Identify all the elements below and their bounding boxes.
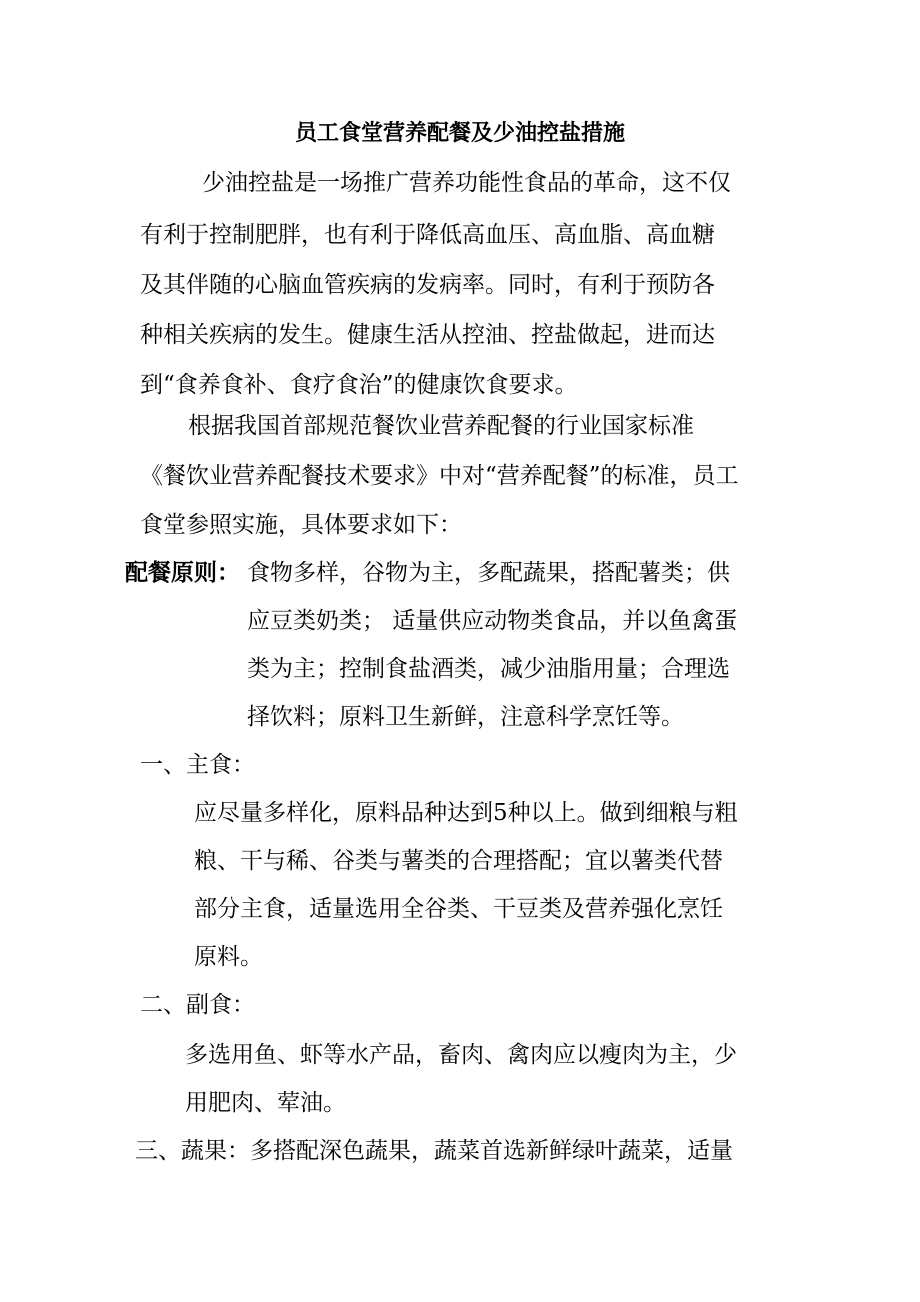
basis-line-2: 《餐饮业营养配餐技术要求》中对“营养配餐”的标准，员工 — [140, 463, 739, 489]
basis-line-3: 食堂参照实施，具体要求如下： — [140, 512, 462, 538]
principle-line-2: 应豆类奶类； 适量供应动物类食品，并以鱼禽蛋 — [247, 608, 738, 634]
section1-line-1: 应尽量多样化，原料品种达到5种以上。做到细粮与粗 — [194, 800, 738, 826]
principle-line-3: 类为主；控制食盐酒类，减少油脂用量；合理选 — [247, 656, 730, 682]
section3-line-1: 三、蔬果：多搭配深色蔬果，蔬菜首选新鲜绿叶蔬菜，适量 — [135, 1138, 733, 1164]
intro-line-4: 种相关疾病的发生。健康生活从控油、控盐做起，进而达 — [140, 322, 715, 348]
section1-heading: 一、主食： — [140, 752, 255, 778]
principle-line-1: 食物多样，谷物为主，多配蔬果，搭配薯类；供 — [247, 560, 730, 586]
section1-line-3: 部分主食，适量选用全谷类、干豆类及营养强化烹饪 — [194, 896, 723, 922]
section1-line-4: 原料。 — [194, 944, 263, 970]
intro-line-5: 到“食养食补、食疗食治”的健康饮食要求。 — [140, 372, 578, 398]
document-title: 员工食堂营养配餐及少油控盐措施 — [294, 120, 625, 146]
intro-line-3: 及其伴随的心脑血管疾病的发病率。同时，有利于预防各 — [140, 272, 715, 298]
basis-line-1: 根据我国首部规范餐饮业营养配餐的行业国家标准 — [188, 413, 694, 439]
section2-line-2: 用肥肉、荤油。 — [185, 1090, 346, 1116]
principle-line-4: 择饮料；原料卫生新鲜，注意科学烹饪等。 — [247, 704, 684, 730]
section1-line-2: 粮、干与稀、谷类与薯类的合理搭配；宜以薯类代替 — [194, 848, 723, 874]
principle-label: 配餐原则： — [125, 559, 240, 586]
section2-line-1: 多选用鱼、虾等水产品，畜肉、禽肉应以瘦肉为主，少 — [185, 1042, 737, 1068]
section2-heading: 二、副食： — [140, 992, 255, 1018]
intro-line-1: 少油控盐是一场推广营养功能性食品的革命，这不仅 — [202, 170, 731, 196]
intro-line-2: 有利于控制肥胖，也有利于降低高血压、高血脂、高血糖 — [140, 222, 715, 248]
